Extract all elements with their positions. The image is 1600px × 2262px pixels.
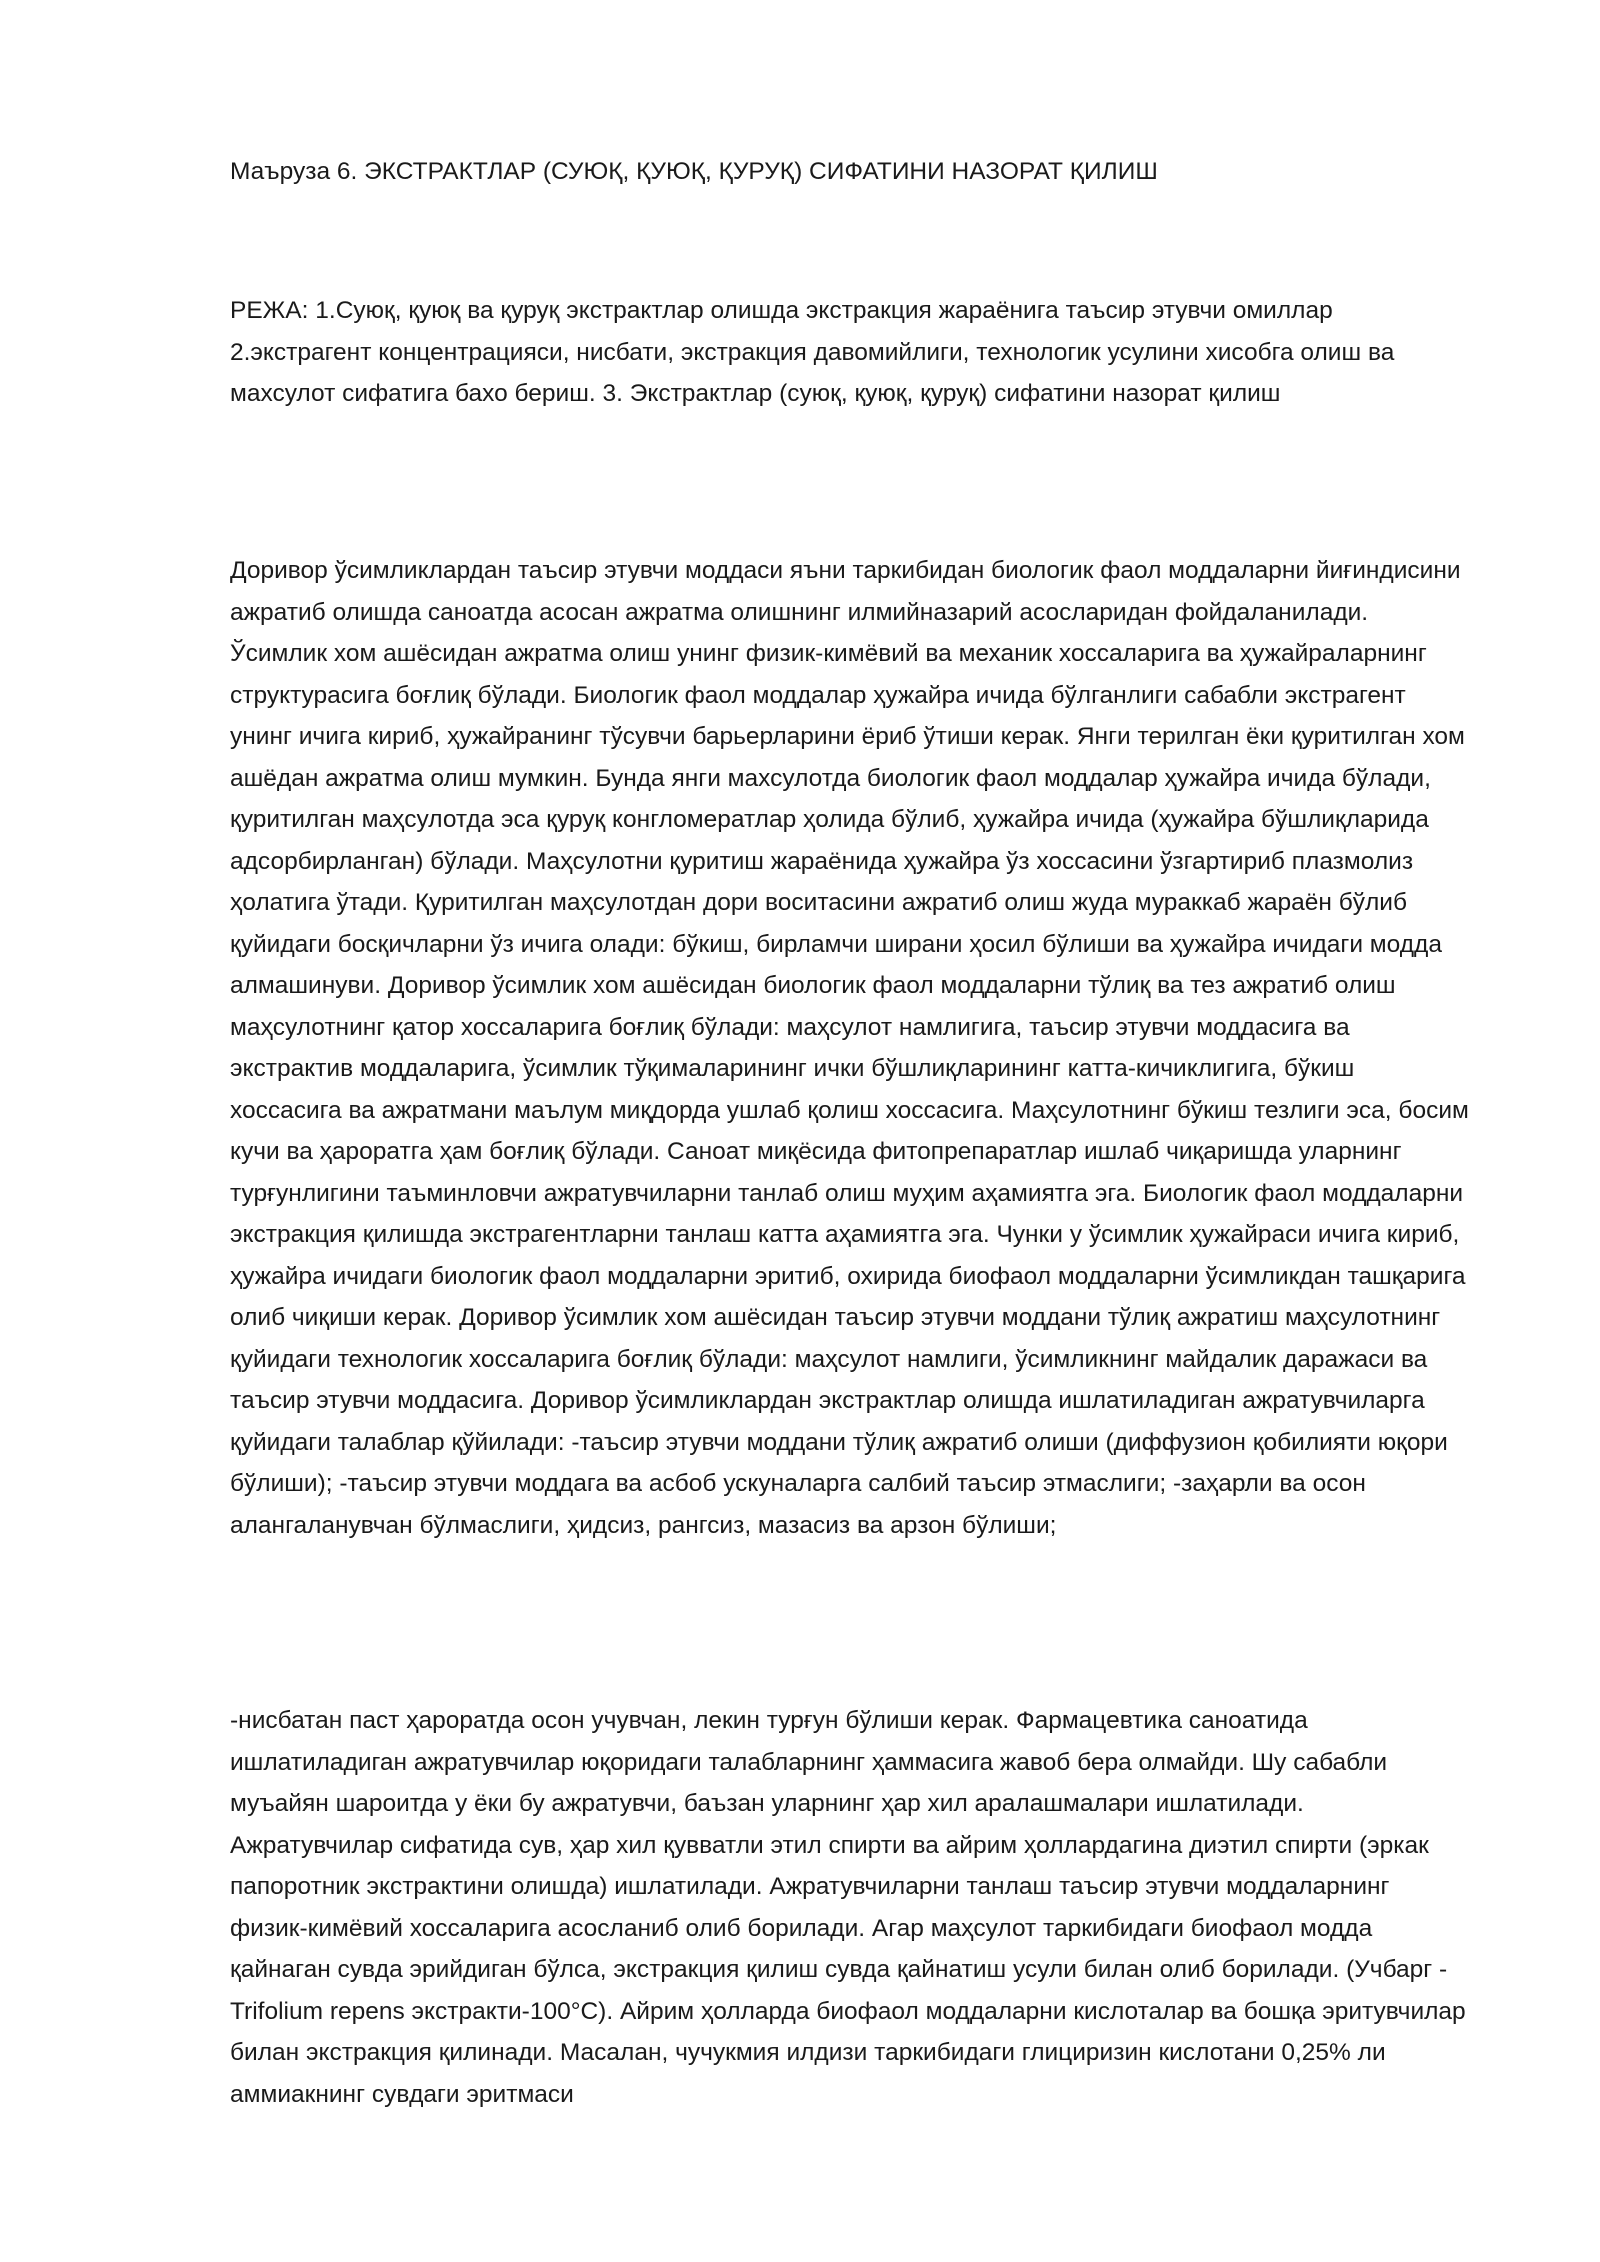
body-paragraph-1: Доривор ўсимликлардан таъсир этувчи моддаси яъни таркибидан биологик фаол моддаларни йиғиндисини ажратиб олишда саноатда асосан ажратма олишнинг илмийназарий асосларидан фойдаланилади. Ўсимлик хом ашёсидан ажратма олиш унинг физик-кимёвий ва механик хоссаларига ва ҳужайраларнинг структурасига боғлиқ бўлади. Биологик фаол моддалар ҳужайра ичида бўлганлиги сабабли экстрагент унинг ичига кириб, ҳужайранинг тўсувчи барьерларини ёриб ўтиши керак. Янги терилган ёки қуритилган хом ашёдан ажратма олиш мумкин. Бунда янги махсулотда биологик фаол моддалар ҳужайра ичида бўлади, қуритилган маҳсулотда эса қуруқ конгломератлар ҳолида бўлиб, ҳужайра ичида (ҳужайра бўшлиқларида адсорбирланган) бўлади. Маҳсулотни қуритиш жараёнида ҳужайра ўз хоссасини ўзгартириб плазмолиз ҳолатига ўтади. Қуритилган маҳсулотдан дори воситасини ажратиб олиш жуда мураккаб жараён бўлиб қуйидаги босқичларни ўз ичига олади: бўкиш, бирламчи ширани ҳосил бўлиши ва ҳужайра ичидаги модда алмашинуви. Доривор ўсимлик хом ашёсидан биологик фаол моддаларни тўлиқ ва тез ажратиб олиш маҳсулотнинг қатор хоссаларига боғлиқ бўлади: маҳсулот намлигига, таъсир этувчи моддасига ва экстрактив моддаларига, ўсимлик тўқималарининг ички бўшлиқларининг катта-кичиклигига, бўкиш хоссасига ва ажратмани маълум миқдорда ушлаб қолиш хоссасига. Маҳсулотнинг бўкиш тезлиги эса, босим кучи ва ҳароратга ҳам боғлиқ бўлади. Саноат миқёсида фитопрепаратлар ишлаб чиқаришда уларнинг турғунлигини таъминловчи ажратувчиларни танлаб олиш муҳим аҳамиятга эга. Биологик фаол моддаларни экстракция қилишда экстрагентларни танлаш катта аҳамиятга эга. Чунки у ўсимлик ҳужайраси ичига кириб, ҳужайра ичидаги биологик фаол моддаларни эритиб, охирида биофаол моддаларни ўсимликдан ташқарига олиб чиқиши керак. Доривор ўсимлик хом ашёсидан таъсир этувчи моддани тўлиқ ажратиш маҳсулотнинг қуйидаги технологик хоссаларига боғлиқ бўлади: маҳсулот намлиги, ўсимликнинг майдалик даражаси ва таъсир этувчи моддасига. Доривор ўсимликлардан экстрактлар олишда ишлатиладиган ажратувчиларга қуйидаги талаблар қўйилади: -таъсир этувчи моддани тўлиқ ажратиб олиши (диффузион қобилияти юқори бўлиши); -таъсир этувчи моддага ва асбоб ускуналарга салбий таъсир этмаслиги; -заҳарли ва осон алангаланувчан бўлмаслиги, ҳидсиз, рангсиз, мазасиз ва арзон бўлиши; [230,557,1469,1539]
body-paragraph-2: -нисбатан паст ҳароратда осон учувчан, лекин турғун бўлиши керак. Фармацевтика саноатида ишлатиладиган ажратувчилар юқоридаги талабларнинг ҳаммасига жавоб бера олмайди. Шу сабабли муъайян шароитда у ёки бу ажратувчи, баъзан уларнинг ҳар хил аралашмалари ишлатилади. Ажратувчилар сифатида сув, ҳар хил қувватли этил спирти ва айрим ҳоллардагина диэтил спирти (эркак папоротник экстрактини олишда) ишлатилади. Ажратувчиларни танлаш таъсир этувчи моддаларнинг физик-кимёвий хоссаларига асосланиб олиб борилади. Агар маҳсулот таркибидаги биофаол модда қайнаган сувда эрийдиган бўлса, экстракция қилиш сувда қайнатиш усули билан олиб борилади. (Учбарг -Trifolium repens экстракти-100°C). Айрим ҳолларда биофаол моддаларни кислоталар ва бошқа эритувчилар билан экстракция қилинади. Масалан, чучукмия илдизи таркибидаги глициризин кислотани 0,25% ли аммиакнинг сувдаги эритмаси [230,1707,1466,2108]
lecture-title: Маъруза 6. ЭКСТРАКТЛАР (СУЮҚ, ҚУЮҚ, ҚУРУҚ) СИФАТИНИ НАЗОРАТ ҚИЛИШ [230,158,1158,185]
lecture-plan: РЕЖА: 1.Суюқ, қуюқ ва қуруқ экстрактлар олишда экстракция жараёнига таъсир этувчи омиллар 2.экстрагент концентрацияси, нисбати, экстракция давомийлиги, технологик усулини хисобга олиш ва махсулот сифатига бахо бериш. 3. Экстрактлар (суюқ, қуюқ, қуруқ) сифатини назорат қилиш [230,297,1395,407]
